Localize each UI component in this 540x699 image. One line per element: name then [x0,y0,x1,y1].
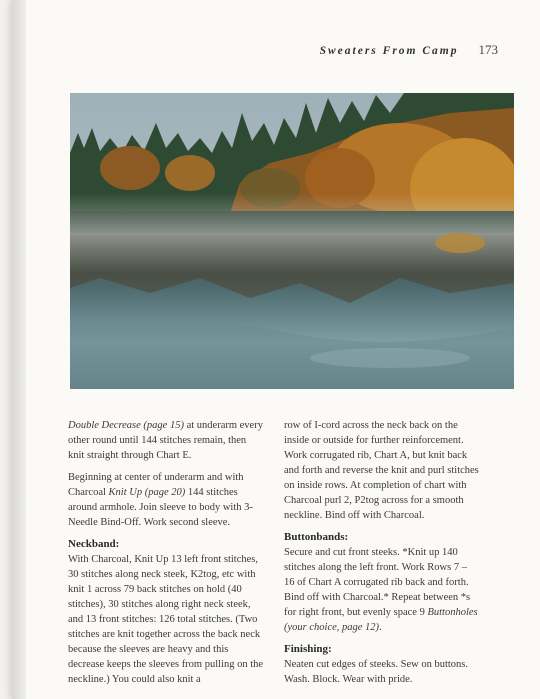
lake-photo [70,93,514,389]
page-number: 173 [478,42,498,57]
link-knit-up: Knit Up (page 20) [108,487,186,498]
right-column [284,418,480,694]
left-column [68,418,264,694]
page-header [320,42,498,58]
paragraph-decrease: Double Decrease (page 15) at underarm every other round until 144 stitches remain, then knit straight through Chart E. [68,420,263,461]
paragraph-neckband: With Charcoal, Knit Up 13 left front stitches, 30 stitches along neck steek, K2tog, etc with knit 1 across 79 back stitches on hold (40 stitches), 30 stitches along right neck steek, and 13 front stitches: 126 total stitches. (Two stitches are knit together across the back neck because the sleeves are heavy and this decrease keeps the sleeves from pulling on the neckline.) You could also knit a [68,554,264,685]
paragraph-finishing: Neaten cut edges of steeks. Sew on buttons. Wash. Block. Wear with pride. [284,659,469,685]
heading-neckband: Neckband: [68,538,120,550]
paragraph-buttonbands: Secure and cut front steeks. *Knit up 140 stitches along the left front. Work Rows 7 – 16 of Chart A corrugated rib back and forth. Bind off with Charcoal.* Repeat between *s for right front, but evenly space 9 Buttonholes (your choice, page 12). [284,547,478,633]
page-gutter [12,0,26,699]
paragraph-sleeve-join: Beginning at center of underarm and with Charcoal Knit Up (page 20) 144 stitches around armhole. Join sleeve to body with 3-Needle Bind-Off. Work second sleeve. [68,472,253,528]
heading-finishing: Finishing: [284,643,332,655]
link-double-decrease: Double Decrease (page 15) [68,420,184,431]
heading-buttonbands: Buttonbands: [284,531,349,543]
running-title: Sweaters From Camp [319,45,459,57]
paragraph-icord: row of I-cord across the neck back on the inside or outside for further reinforcement. Work corrugated rib, Chart A, but knit back and forth and reverse the knit and purl stitches on inside rows. At completion of chart with Charcoal purl 2, P2tog across for a smooth neckline. Bind off with Charcoal. [284,420,479,521]
body-text [68,418,480,694]
link-buttonholes: Buttonholes (your choice, page 12) [284,607,478,633]
